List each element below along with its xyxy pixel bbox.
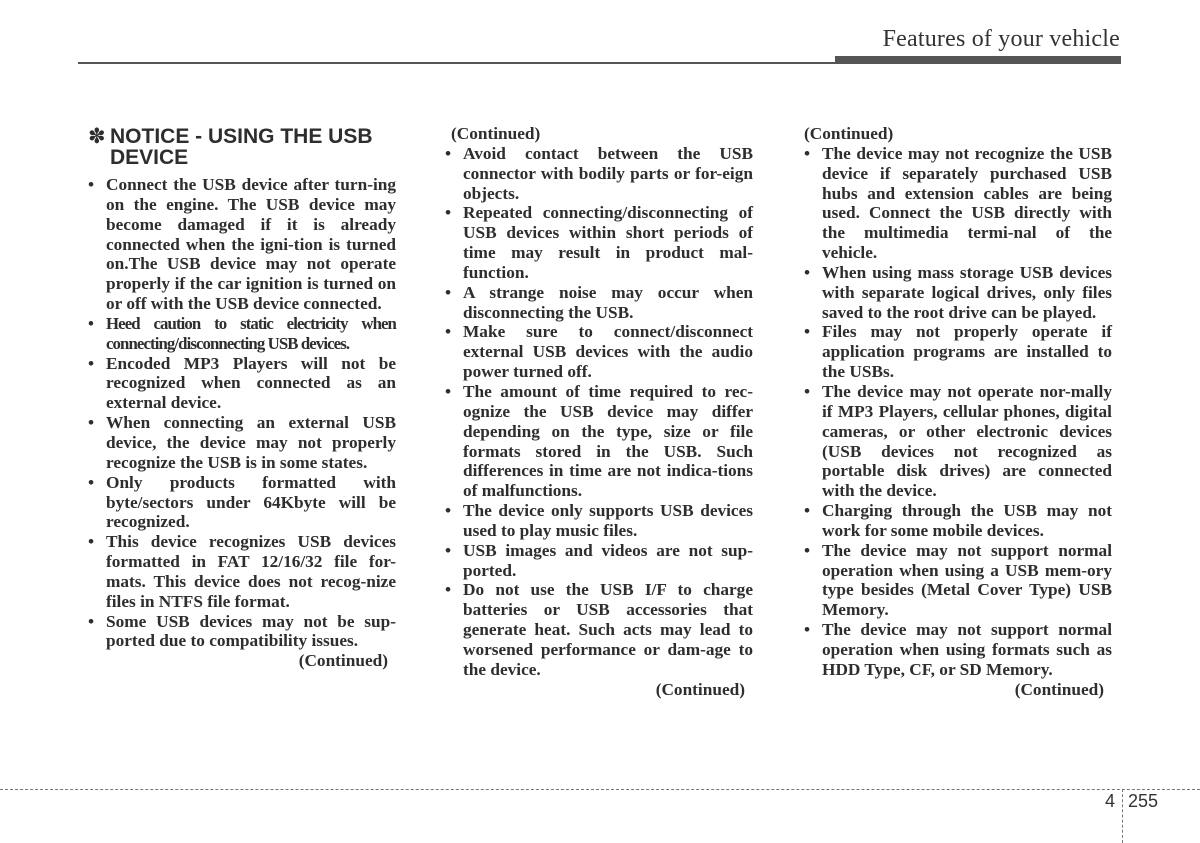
list-item bbox=[88, 413, 396, 473]
bullet-icon: • bbox=[804, 381, 811, 401]
continued-label: (Continued) bbox=[804, 124, 894, 143]
list-item-text: The device may not recognize the USB device if separately purchased USB hubs and extension cables are being used. Connect the USB directly with the multimedia termi-nal of the vehicle. bbox=[822, 143, 1112, 263]
bullet-icon: • bbox=[445, 143, 452, 163]
list-item bbox=[88, 354, 396, 414]
list-item bbox=[445, 144, 753, 204]
list-item bbox=[445, 382, 753, 501]
footer-dashed-divider bbox=[1122, 789, 1123, 843]
list-item-text: Files may not properly operate if application programs are installed to the USBs. bbox=[822, 322, 1112, 382]
bullet-icon: • bbox=[88, 313, 93, 333]
continued-label: (Continued) bbox=[451, 124, 541, 143]
bullet-icon: • bbox=[88, 413, 95, 433]
list-item bbox=[445, 203, 753, 282]
bullet-icon: • bbox=[88, 353, 95, 373]
bullet-icon: • bbox=[445, 203, 452, 223]
list-item-text: When connecting an external USB device, the device may not properly recognize the USB is in some states. bbox=[106, 413, 396, 472]
bullet-icon: • bbox=[804, 620, 811, 640]
list-item bbox=[445, 541, 753, 581]
list-item-text: Do not use the USB I/F to charge batteries or USB accessories that generate heat. Such acts may lead to worsened performance or dam-age to the device. bbox=[463, 580, 753, 679]
bullet-icon: • bbox=[804, 322, 811, 342]
list-item bbox=[804, 501, 1112, 541]
page-number: 255 bbox=[1128, 791, 1159, 811]
bullet-icon: • bbox=[445, 381, 452, 401]
list-item bbox=[804, 322, 1112, 382]
list-item bbox=[88, 314, 396, 354]
bullet-list bbox=[804, 144, 1112, 680]
list-item-text: This device recognizes USB devices formatted in FAT 12/16/32 file for-mats. This device does not recog-nize files in NTFS file format. bbox=[106, 532, 396, 611]
list-item-text: Heed caution to static electricity when connecting/disconnecting USB devices. bbox=[106, 313, 396, 353]
list-item bbox=[445, 322, 753, 382]
list-item-text: Only products formatted with byte/sectors under 64Kbyte will be recognized. bbox=[106, 472, 396, 532]
list-item bbox=[804, 144, 1112, 263]
list-item bbox=[804, 541, 1112, 620]
bullet-icon: • bbox=[445, 540, 452, 560]
bullet-icon: • bbox=[88, 175, 95, 194]
notice-title: NOTICE - USING THE USB DEVICE bbox=[110, 125, 373, 169]
bullet-icon: • bbox=[88, 532, 95, 552]
bullet-icon: • bbox=[804, 262, 811, 282]
list-item-text: The device may not support normal operation when using formats such as HDD Type, CF, or SD Memory. bbox=[822, 620, 1112, 679]
notice-star-icon: ✽ bbox=[88, 125, 106, 148]
column-1 bbox=[88, 124, 396, 671]
bullet-icon: • bbox=[804, 501, 811, 521]
bullet-list bbox=[88, 175, 396, 651]
list-item bbox=[445, 283, 753, 323]
continued-label: (Continued) bbox=[1014, 679, 1104, 699]
list-item-text: Connect the USB device after turn-ing on the engine. The USB device may become damaged if it is already connected when the igni-tion is turned on.The USB device may not operate properly if the car ignition is turned on or off with the USB device connected. bbox=[106, 175, 396, 314]
bullet-icon: • bbox=[445, 282, 452, 302]
list-item-text: When using mass storage USB devices with separate logical drives, only files saved to the root drive can be played. bbox=[822, 262, 1112, 322]
column-3 bbox=[804, 124, 1112, 699]
list-item-text: The amount of time required to rec-ognize the USB device may differ depending on the type, size or file formats stored in the USB. Such differences in time are not indica-tions of malfunctions. bbox=[463, 381, 753, 501]
list-item-text: Make sure to connect/disconnect external USB devices with the audio power turned off. bbox=[463, 322, 753, 382]
list-item bbox=[88, 532, 396, 611]
list-item-text: A strange noise may occur when disconnecting the USB. bbox=[463, 282, 753, 322]
list-item-text: Encoded MP3 Players will not be recognized when connected as an external device. bbox=[106, 353, 396, 413]
bullet-icon: • bbox=[445, 580, 452, 600]
list-item-text: Avoid contact between the USB connector with bodily parts or for-eign objects. bbox=[463, 143, 753, 203]
list-item bbox=[804, 620, 1112, 680]
list-item-text: The device may not support normal operation when using a USB mem-ory type besides (Metal Cover Type) USB Memory. bbox=[822, 540, 1112, 620]
list-item bbox=[445, 580, 753, 679]
header-rule-thin bbox=[78, 62, 835, 64]
header-rule-thick bbox=[835, 56, 1121, 64]
list-item-text: Some USB devices may not be sup-ported due to compatibility issues. bbox=[106, 611, 396, 651]
bullet-icon: • bbox=[445, 322, 452, 342]
list-item-text: USB images and videos are not sup-ported. bbox=[463, 540, 753, 580]
list-item bbox=[804, 382, 1112, 501]
bullet-icon: • bbox=[804, 540, 811, 560]
chapter-number: 4 bbox=[1105, 791, 1116, 811]
notice-heading bbox=[88, 126, 396, 168]
page-header-title: Features of your vehicle bbox=[882, 26, 1120, 52]
continued-label: (Continued) bbox=[298, 651, 388, 671]
bullet-icon: • bbox=[88, 472, 95, 492]
continued-label: (Continued) bbox=[655, 679, 745, 699]
list-item bbox=[445, 501, 753, 541]
list-item-text: Charging through the USB may not work for some mobile devices. bbox=[822, 501, 1112, 540]
bullet-icon: • bbox=[445, 501, 452, 521]
list-item bbox=[88, 473, 396, 533]
list-item-text: The device only supports USB devices used to play music files. bbox=[463, 501, 753, 540]
list-item bbox=[88, 175, 396, 314]
bullet-list bbox=[445, 144, 753, 680]
list-item bbox=[88, 612, 396, 652]
bullet-icon: • bbox=[804, 143, 811, 163]
list-item bbox=[804, 263, 1112, 323]
bullet-icon: • bbox=[88, 611, 95, 631]
footer-dashed-rule bbox=[0, 789, 1200, 790]
column-2 bbox=[445, 124, 753, 699]
list-item-text: The device may not operate nor-mally if MP3 Players, cellular phones, digital cameras, or other electronic devices (USB devices not recognized as portable disk drives) are connected with the device. bbox=[822, 381, 1112, 501]
list-item-text: Repeated connecting/disconnecting of USB devices within short periods of time may result in product mal-function. bbox=[463, 203, 753, 282]
